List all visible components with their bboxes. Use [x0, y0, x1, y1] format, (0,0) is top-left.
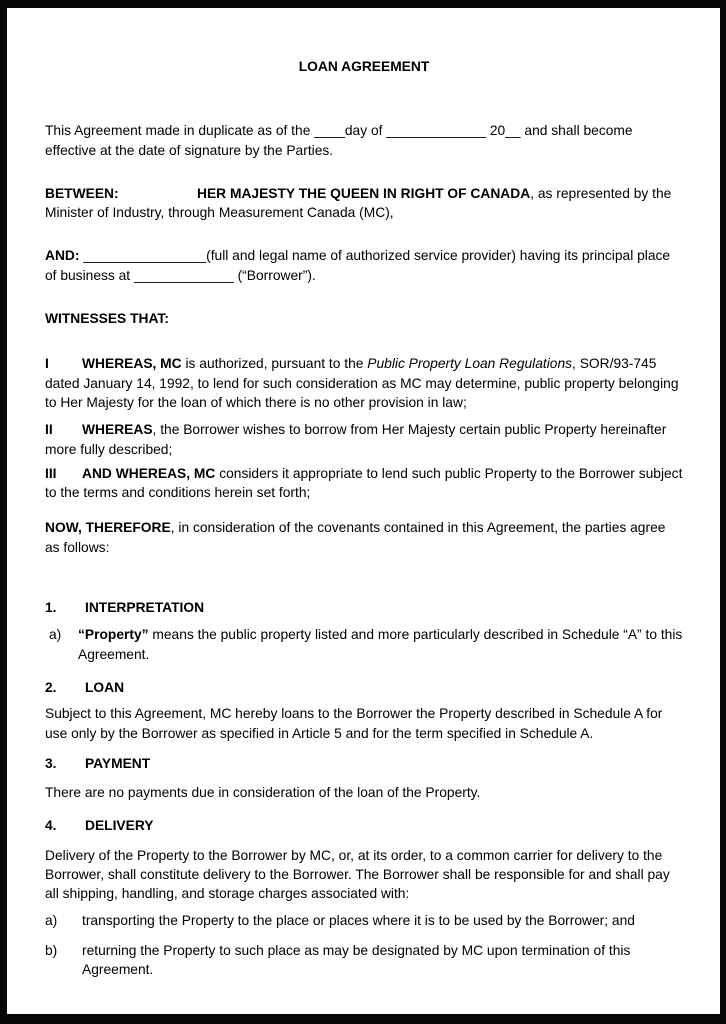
and-blank-line-2: _____________: [133, 267, 234, 283]
item-text: transporting the Property to the place or places where it is to be used by the Borrower; and: [82, 912, 635, 928]
and-label: AND:: [45, 248, 80, 264]
section-3-heading: [45, 754, 683, 773]
section-2-heading: [45, 678, 683, 697]
item-marker-a: a): [45, 912, 58, 928]
defined-term-property: “Property”: [78, 627, 149, 643]
section-4-item-a: [45, 911, 683, 930]
item-marker-a: a): [49, 627, 62, 643]
recital-1-regulation-title: Public Property Loan Regulations: [367, 356, 573, 372]
section-4-title: DELIVERY: [85, 818, 154, 834]
recital-1-text-cont: , SOR/93-745 dated January 14, 1992, to lend for such consideration as MC may determine, public property belonging to Her Majesty for the loan of which there is no other provision in law;: [45, 356, 679, 410]
recital-2-paragraph: [45, 420, 683, 459]
now-therefore-paragraph: [45, 518, 683, 557]
and-text-1: (full and legal name of authorized service provider) having its principal place of business at: [45, 248, 671, 283]
section-2-number: 2.: [45, 679, 57, 695]
recital-3-paragraph: [45, 464, 683, 503]
recital-3-text: considers it appropriate to lend such public Property to the Borrower subject to the terms and conditions herein set forth;: [45, 465, 683, 501]
section-4-paragraph: Delivery of the Property to the Borrower by MC, or, at its order, to a common carrier for delivery to the Borrower, shall constitute delivery to the Borrower. The Borrower shall be responsible for and shall pay all shipping, handling, and storage charges associated with:: [45, 847, 670, 902]
section-1-title: INTERPRETATION: [85, 600, 205, 616]
section-3-paragraph: There are no payments due in consideration of the loan of the Property.: [45, 785, 481, 801]
definition-text: means the public property listed and more particularly described in Schedule “A” to this Agreement.: [78, 627, 683, 662]
document-title: LOAN AGREEMENT: [298, 59, 430, 74]
between-paragraph: [45, 184, 683, 223]
item-marker-b: b): [45, 942, 58, 958]
recital-1-text: is authorized, pursuant to the: [181, 356, 368, 372]
section-2-title: LOAN: [85, 679, 125, 695]
section-3-title: PAYMENT: [85, 755, 151, 771]
recital-2-numeral: II: [45, 422, 53, 438]
between-party-name: HER MAJESTY THE QUEEN IN RIGHT OF CANADA: [197, 185, 531, 201]
document-page: [7, 8, 720, 1014]
section-1-heading: [45, 598, 683, 617]
recital-2-bold-text: WHEREAS: [82, 422, 153, 438]
section-4-heading: [45, 816, 683, 835]
recital-3-numeral: III: [45, 465, 57, 481]
witnesses-heading: WITNESSES THAT:: [45, 311, 169, 327]
recital-1-paragraph: [45, 354, 683, 412]
now-therefore-bold: NOW, THEREFORE: [45, 520, 171, 536]
intro-paragraph: This Agreement made in duplicate as of the ____day of _____________ 20__ and shall become effective at the date of signature by the Parties.: [45, 123, 633, 158]
item-text: [78, 625, 683, 664]
section-4-item-b: [45, 941, 683, 980]
section-1-number: 1.: [45, 600, 57, 616]
section-2-paragraph: Subject to this Agreement, MC hereby loans to the Borrower the Property described in Schedule A for use only by the Borrower as specified in Article 5 and for the term specified in Schedule A.: [45, 706, 663, 741]
recital-1-bold-text: WHEREAS, MC: [82, 356, 182, 372]
section-3-number: 3.: [45, 755, 57, 771]
between-label: BETWEEN:: [45, 185, 119, 201]
between-rest-text: , as represented by the Minister of Industry, through Measurement Canada (MC),: [45, 185, 672, 221]
and-paragraph: [45, 246, 683, 285]
section-4-number: 4.: [45, 818, 57, 834]
item-text: returning the Property to such place as may be designated by MC upon termination of this Agreement.: [82, 942, 631, 978]
and-text-2: (“Borrower”).: [233, 267, 316, 283]
recital-1-numeral: I: [45, 356, 49, 372]
recital-3-bold-text: AND WHEREAS, MC: [82, 465, 216, 481]
now-therefore-text: , in consideration of the covenants contained in this Agreement, the parties agree as follows:: [45, 520, 666, 555]
recital-2-text: , the Borrower wishes to borrow from Her Majesty certain public Property hereinafter more fully described;: [45, 422, 667, 457]
and-blank-line-1: ________________: [79, 248, 207, 264]
section-1-item-a: [49, 625, 683, 664]
